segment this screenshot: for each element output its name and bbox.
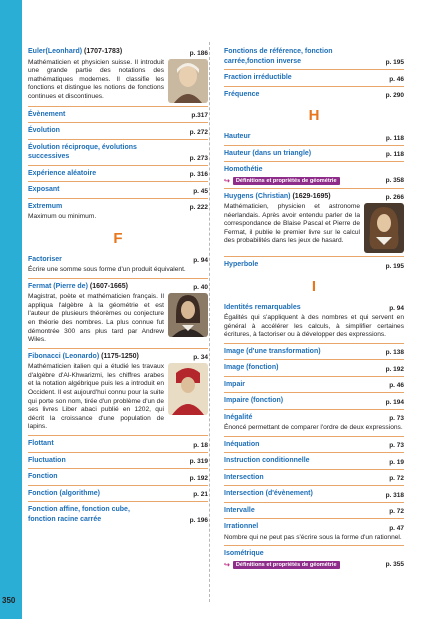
entry-term: Hyperbole bbox=[224, 261, 259, 268]
page-reference[interactable]: p. 118 bbox=[385, 134, 404, 142]
entry-dates: (1175-1250) bbox=[101, 352, 139, 360]
page-reference[interactable]: p.317 bbox=[191, 112, 208, 119]
page-reference[interactable]: p. 196 bbox=[189, 517, 208, 524]
page-reference[interactable]: p. 72 bbox=[389, 475, 404, 483]
entry-term: Isométrique bbox=[224, 550, 264, 558]
entry-term: Huygens (Christian) bbox=[224, 192, 291, 200]
entry-term: Inéquation bbox=[224, 440, 260, 448]
entry-inegalite bbox=[224, 409, 404, 433]
entry-term: Évolution réciproque, évolutions successives bbox=[28, 143, 137, 160]
section-letter-h: H bbox=[308, 107, 320, 124]
entry-evenement bbox=[28, 106, 208, 120]
entry-hauteur-triangle bbox=[224, 145, 404, 159]
entry-fluctuation bbox=[28, 452, 208, 466]
page-reference[interactable]: p. 47 bbox=[389, 524, 404, 532]
entry-term: Image (fonction) bbox=[224, 364, 279, 372]
entry-isometrique bbox=[224, 545, 404, 569]
entry-term: Évènement bbox=[28, 110, 66, 118]
entry-term: Factoriser bbox=[28, 255, 62, 263]
entry-intersection bbox=[224, 469, 404, 483]
reference-badge[interactable]: Définitions et propriétés de géométrie bbox=[233, 177, 340, 185]
entry-description: Mathématicien, physicien et astronome néerlandais. Après avoir entendu parler de la correspondance de Blaise Pascal et Pierre de Fermat, il publie le premier livre sur le calcul des probabilités dans les jeux de hasard. bbox=[224, 203, 360, 245]
page-reference[interactable]: p. 94 bbox=[193, 257, 208, 265]
page-reference[interactable]: p. 319 bbox=[189, 458, 208, 465]
entry-term: Intervalle bbox=[224, 506, 255, 514]
entry-term: Fonction bbox=[28, 473, 58, 480]
entry-term: Expérience aléatoire bbox=[28, 169, 97, 177]
entry-description: Mathématicien et physicien suisse. Il introduit une grande partie des notations des mathématiques modernes. Il classifie les fonctions et distingue les notions de fonctions continues et discontinues. bbox=[28, 58, 164, 100]
page-reference[interactable]: p. 94 bbox=[389, 305, 404, 312]
entry-evolution bbox=[28, 122, 208, 136]
euler-portrait bbox=[168, 59, 208, 103]
entry-term: Impair bbox=[224, 380, 246, 388]
page-reference[interactable]: p. 73 bbox=[389, 442, 404, 450]
entry-term: Fraction irréductible bbox=[224, 74, 292, 81]
page-number: 350 bbox=[2, 596, 16, 605]
page-reference[interactable]: p. 45 bbox=[193, 187, 208, 195]
entry-fonction bbox=[28, 468, 208, 482]
entry-description: Écrire une somme sous forme d'un produit équivalent. bbox=[28, 266, 186, 274]
entry-experience-aleatoire bbox=[28, 165, 208, 179]
entry-description: Égalités qui s'appliquent à des nombres et qui servent en général à accélérer les calculs, à simplifier certaines écritures, à factoriser ou à développer des expressions. bbox=[224, 314, 404, 339]
page-reference[interactable]: p. 46 bbox=[389, 382, 404, 390]
entry-term: Impaire (fonction) bbox=[224, 397, 284, 405]
entry-term: Hauteur (dans un triangle) bbox=[224, 149, 312, 157]
entry-description: Magistrat, poète et mathématicien français. Il appliqua l'algèbre à la géométrie et est l'auteur de plusieurs théorèmes ou conjecture en théorie des nombres. La plus connue fut démontrée 300 ans plus tard par Andrew Wiles. bbox=[28, 293, 164, 344]
page-reference[interactable]: p. 273 bbox=[189, 154, 208, 162]
entry-term: Fermat (Pierre de) bbox=[28, 282, 88, 290]
entry-term: Irrationnel bbox=[224, 523, 259, 531]
page-reference[interactable]: p. 266 bbox=[385, 194, 404, 201]
column-divider bbox=[209, 42, 210, 602]
page-reference[interactable]: p. 192 bbox=[189, 474, 208, 482]
fibonacci-portrait bbox=[168, 363, 208, 415]
entry-inequation bbox=[224, 436, 404, 450]
page-reference[interactable]: p. 272 bbox=[189, 128, 208, 136]
page-reference[interactable]: p. 290 bbox=[385, 92, 404, 99]
page-reference[interactable]: p. 34 bbox=[193, 354, 208, 362]
fermat-portrait bbox=[168, 293, 208, 337]
section-letter-f: F bbox=[113, 229, 123, 247]
page-reference[interactable]: p. 46 bbox=[389, 75, 404, 83]
page-reference[interactable]: p. 222 bbox=[189, 204, 208, 211]
entry-term: Instruction conditionnelle bbox=[224, 457, 310, 465]
entry-hyperbole bbox=[224, 256, 404, 270]
entry-term: Évolution bbox=[28, 127, 60, 134]
entry-dates: (1607-1665) bbox=[89, 282, 129, 290]
page-reference[interactable]: p. 192 bbox=[385, 365, 404, 373]
entry-description: Maximum ou minimum. bbox=[28, 213, 97, 220]
entry-term: Intersection bbox=[224, 473, 264, 481]
entry-factoriser bbox=[28, 252, 208, 275]
entry-euler bbox=[28, 44, 208, 103]
page-reference[interactable]: p. 19 bbox=[389, 458, 404, 466]
entry-frequence bbox=[224, 86, 404, 100]
page-reference[interactable]: p. 318 bbox=[385, 491, 404, 499]
entry-exposant bbox=[28, 181, 208, 195]
entry-term: Euler(Leonhard) bbox=[28, 48, 83, 55]
page-reference[interactable]: p. 194 bbox=[385, 398, 404, 406]
entry-description: Mathématicien italien qui a étudié les travaux d'algèbre d'Al-Khwarizmi, les chiffres arabes et la notation algébrique puis les a introduit en Occident. Il est aujourd'hui connu pour la suite qui porte son nom, tirée d'un problème d'un de ses livres Liber abaci publié en 1202, qui décrit la croissance d'une population de lapins. bbox=[28, 363, 164, 431]
side-color-bar bbox=[0, 0, 22, 619]
entry-impaire-fonction bbox=[224, 392, 404, 406]
page-reference[interactable]: p. 118 bbox=[385, 151, 404, 158]
entry-image-fonction bbox=[224, 359, 404, 373]
page-reference[interactable]: p. 355 bbox=[385, 561, 404, 569]
entry-extremum bbox=[28, 198, 208, 222]
entry-term: Intersection (d'évènement) bbox=[224, 490, 313, 498]
entry-dates: (1707-1783) bbox=[84, 48, 123, 55]
entry-identites bbox=[224, 300, 404, 340]
entry-term: Identités remarquables bbox=[224, 303, 301, 311]
entry-term: Fonction affine, fonction cube, fonction racine carrée bbox=[28, 506, 130, 523]
page-reference[interactable]: p. 195 bbox=[385, 59, 404, 66]
entry-description: Nombre qui ne peut pas s'écrire sous la forme d'un rationnel. bbox=[224, 533, 402, 541]
entry-term: Homothétie bbox=[224, 166, 263, 173]
entry-instruction-conditionnelle bbox=[224, 452, 404, 466]
entry-term: Image (d'une transformation) bbox=[224, 347, 321, 355]
arrow-icon: ↪ bbox=[224, 561, 230, 569]
entry-intersection-evenement bbox=[224, 485, 404, 499]
huygens-portrait bbox=[364, 203, 404, 253]
arrow-icon: ↪ bbox=[224, 177, 230, 185]
page-reference[interactable]: p. 316 bbox=[189, 171, 208, 178]
entry-term: Inégalité bbox=[224, 413, 253, 421]
entry-term: Fonction (algorithme) bbox=[28, 489, 100, 497]
page-reference[interactable]: p. 73 bbox=[389, 415, 404, 423]
page-reference[interactable]: p. 358 bbox=[385, 177, 404, 184]
page-reference[interactable]: p. 195 bbox=[385, 262, 404, 270]
entry-fermat bbox=[28, 278, 208, 345]
page-reference[interactable]: p. 186 bbox=[189, 49, 208, 57]
page-reference[interactable]: p. 138 bbox=[385, 349, 404, 357]
entry-flottant bbox=[28, 435, 208, 449]
entry-term: Fréquence bbox=[224, 90, 260, 98]
entry-impair bbox=[224, 376, 404, 390]
entry-hauteur bbox=[224, 129, 404, 142]
entry-huygens bbox=[224, 188, 404, 254]
entry-term: Exposant bbox=[28, 186, 60, 193]
entry-homothetie bbox=[224, 161, 404, 185]
reference-badge[interactable]: Définitions et propriétés de géométrie bbox=[233, 561, 340, 569]
entry-description: Énoncé permettant de comparer l'ordre de deux expressions. bbox=[224, 424, 403, 432]
entry-dates: (1629-1695) bbox=[292, 192, 331, 200]
entry-term: Flottant bbox=[28, 440, 54, 447]
entry-term: Extremum bbox=[28, 202, 63, 210]
page-reference[interactable]: p. 72 bbox=[389, 508, 404, 516]
page-reference[interactable]: p. 18 bbox=[193, 441, 208, 449]
page-reference[interactable]: p. 40 bbox=[193, 284, 208, 292]
entry-term: Fluctuation bbox=[28, 456, 66, 464]
entry-fonctions-reference bbox=[224, 44, 404, 66]
entry-term: Hauteur bbox=[224, 133, 251, 140]
section-letter-i: I bbox=[311, 277, 317, 295]
entry-fonction-algorithme bbox=[28, 485, 208, 499]
entry-image-transformation bbox=[224, 343, 404, 357]
entry-fibonacci bbox=[28, 348, 208, 432]
entry-irrationnel bbox=[224, 518, 404, 542]
entry-fonction-affine bbox=[28, 501, 208, 524]
left-column bbox=[28, 44, 208, 527]
entry-term: Fonctions de référence, fonction carrée,fonction inverse bbox=[224, 48, 333, 65]
entry-fraction-irreductible bbox=[224, 69, 404, 83]
right-column bbox=[224, 44, 404, 572]
entry-term: Fibonacci (Leonardo) bbox=[28, 352, 100, 360]
page-reference[interactable]: p. 21 bbox=[193, 491, 208, 498]
entry-intervalle bbox=[224, 502, 404, 516]
entry-evolution-reciproque bbox=[28, 139, 208, 162]
